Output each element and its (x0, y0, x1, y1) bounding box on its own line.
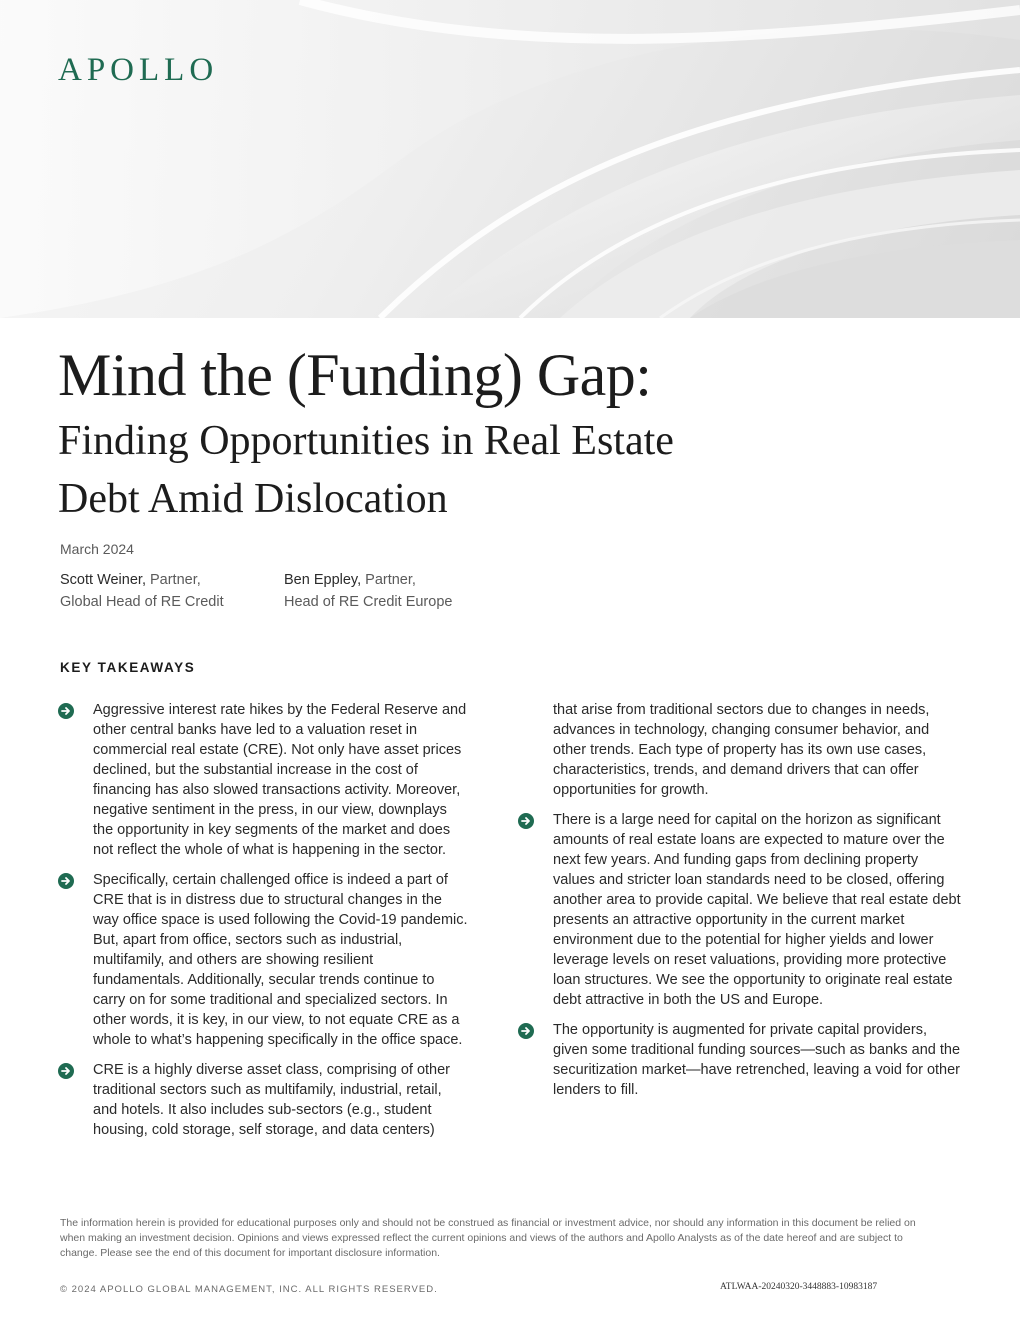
takeaways-column-left (58, 700, 468, 1150)
takeaway-text: that arise from traditional sectors due to changes in needs, advances in technology, changing consumer behavior, and other trends. Each type of property has its own use cases, characteristics, trends, and demand drivers that can offer opportunities for growth. (553, 702, 930, 798)
abstract-wave-graphic (0, 0, 1020, 318)
author-2 (284, 569, 452, 613)
author-role: Partner, (361, 572, 416, 588)
document-code: ATLWAA-20240320-3448883-10983187 (720, 1282, 878, 1292)
arrow-right-icon (518, 813, 534, 829)
publication-date: March 2024 (60, 541, 134, 557)
arrow-right-icon (58, 1063, 74, 1079)
takeaway-item (518, 810, 963, 1010)
author-role: Partner, (145, 572, 201, 588)
takeaway-text: There is a large need for capital on the horizon as significant amounts of real estate loans are expected to mature over the next few years. And funding gaps from declining property values and stricter loan standards need to be closed, offering another area to provide capital. We believe that real estate debt presents an attractive opportunity in the current market environment due to the potential for higher yields and lower leverage levels on reset valuations, providing more protective loan structures. We see the opportunity to originate real estate debt attractive in both the US and Europe. (553, 812, 961, 1008)
arrow-right-icon (58, 873, 74, 889)
takeaway-item (58, 700, 468, 860)
apollo-logo: APOLLO (58, 52, 219, 88)
title-line-3: Debt Amid Dislocation (58, 476, 448, 522)
title-line-2: Finding Opportunities in Real Estate (58, 418, 674, 464)
takeaway-item (518, 1020, 963, 1100)
disclaimer: The information herein is provided for educational purposes only and should not be construed as financial or investment advice, nor should any information in this document be relied on when making an investment decision. Opinions and views expressed reflect the current opinions and views of the authors and Apollo Analysts as of the date hereof and are subject to change. Please see the end of this document for important disclosure information. (60, 1217, 916, 1259)
takeaway-continuation (518, 700, 963, 800)
author-title: Global Head of RE Credit (60, 594, 224, 610)
arrow-right-icon (58, 703, 74, 719)
takeaway-item (58, 870, 468, 1050)
author-name: Ben Eppley, (284, 572, 362, 588)
takeaway-text: Aggressive interest rate hikes by the Federal Reserve and other central banks have led to a valuation reset in commercial real estate (CRE). Not only have asset prices declined, but the substantial increase in the cost of financing has also slowed transactions activity. Moreover, negative sentiment in the press, in our view, downplays the opportunity in key segments of the market and does not reflect the whole of what is happening in the sector. (93, 702, 467, 858)
arrow-right-icon (518, 1023, 534, 1039)
key-takeaways-heading: KEY TAKEAWAYS (60, 660, 196, 675)
author-name: Scott Weiner, (60, 572, 146, 588)
takeaway-text: The opportunity is augmented for private capital providers, given some traditional funding sources—such as banks and the securitization market—have retrenched, leaving a void for other lenders to fill. (553, 1022, 961, 1098)
cover-image (0, 0, 1020, 318)
author-1 (60, 569, 224, 613)
document-title (58, 338, 958, 528)
takeaway-text: CRE is a highly diverse asset class, comprising of other traditional sectors such as multifamily, industrial, retail, and hotels. It also includes sub-sectors (e.g., student housing, cold storage, self storage, and data centers) (93, 1062, 451, 1138)
copyright: © 2024 APOLLO GLOBAL MANAGEMENT, INC. ALL RIGHTS RESERVED. (60, 1284, 438, 1295)
takeaway-item (58, 1060, 468, 1140)
title-line-1: Mind the (Funding) Gap: (58, 342, 652, 408)
takeaways-column-right (518, 700, 963, 1110)
author-title: Head of RE Credit Europe (284, 594, 453, 610)
takeaway-text: Specifically, certain challenged office is indeed a part of CRE that is in distress due to structural changes in the way office space is used following the Covid-19 pandemic. But, apart from office, sectors such as industrial, multifamily, and others are showing resilient fundamentals. Additionally, secular trends continue to carry on for some traditional and specialized sectors. In other words, it is key, in our view, to not equate CRE as a whole to what’s happening specifically in the office space. (93, 872, 468, 1048)
